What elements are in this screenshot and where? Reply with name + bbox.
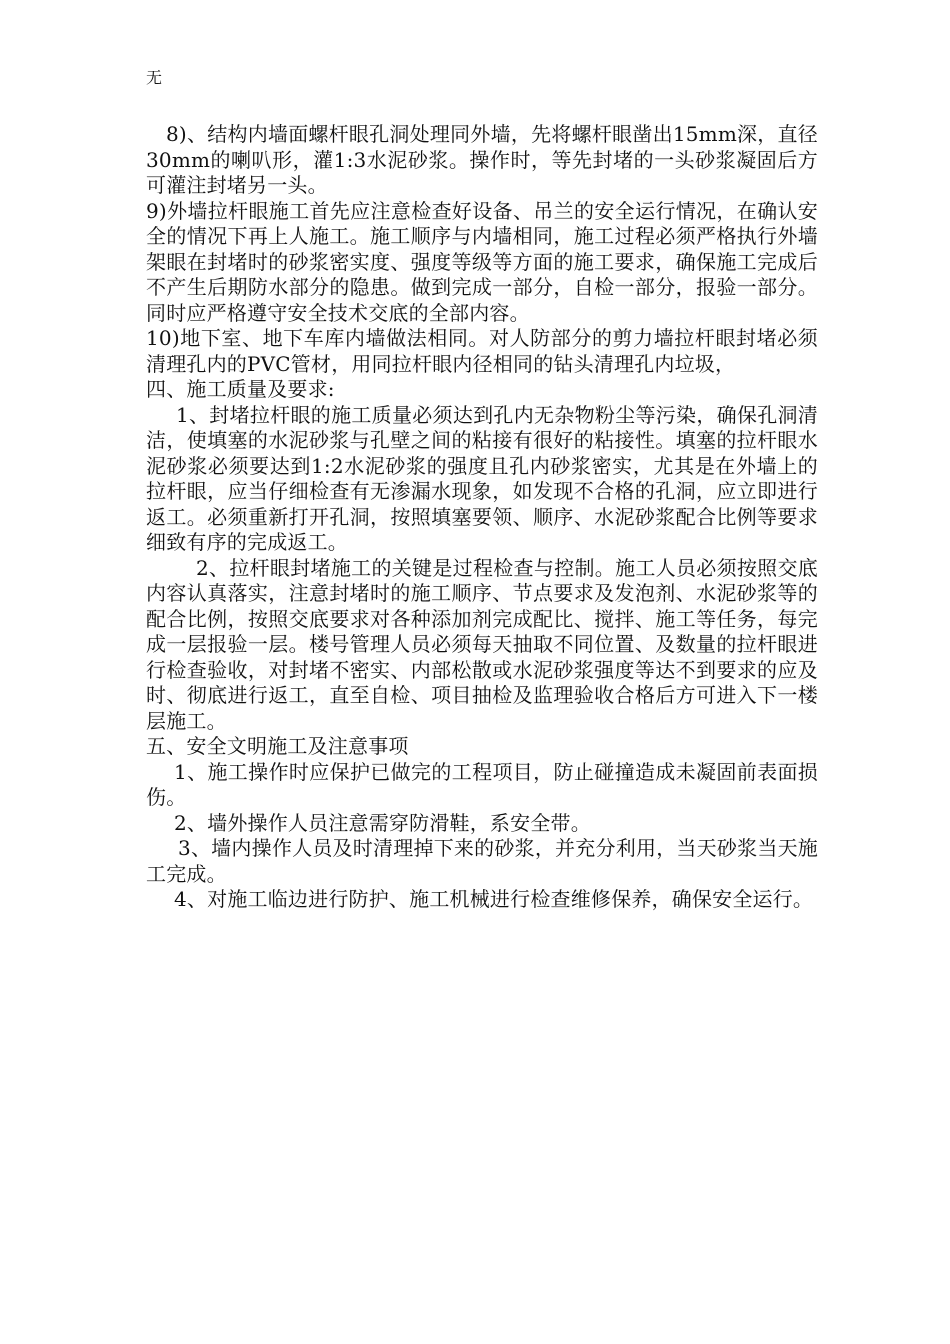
- safety-item-3: 3、墙内操作人员及时清理掉下来的砂浆，并充分利用，当天砂浆当天施工完成。: [146, 836, 818, 886]
- page-header-mark: 无: [146, 68, 163, 87]
- section-heading-quality: 四、施工质量及要求:: [146, 377, 335, 401]
- safety-item-1: 1、施工操作时应保护已做完的工程项目，防止碰撞造成未凝固前表面损伤。: [146, 759, 818, 809]
- safety-item-2: 2、墙外操作人员注意需穿防滑鞋，系安全带。: [174, 810, 591, 835]
- document-body: [146, 122, 818, 913]
- quality-requirement-2: 2、拉杆眼封堵施工的关键是过程检查与控制。施工人员必须按照交底内容认真落实，注意封堵时的施工顺序、节点要求及发泡剂、水泥砂浆等的配合比例，按照交底要求对各种添加剂完成配比、搅拌、施工等任务，每完成一层报验一层。楼号管理人员必须每天抽取不同位置、及数量的拉杆眼进行检查验收，对封堵不密实、内部松散或水泥砂浆强度等达不到要求的应及时、彻底进行返工，直至自检、项目抽检及监理验收合格后方可进入下一楼层施工。: [146, 555, 818, 733]
- paragraph-item-9: 9)外墙拉杆眼施工首先应注意检查好设备、吊兰的安全运行情况，在确认安全的情况下再上人施工。施工顺序与内墙相同，施工过程必须严格执行外墙架眼在封堵时的砂浆密实度、强度等级等方面的施工要求，确保施工完成后不产生后期防水部分的隐患。做到完成一部分，自检一部分，报验一部分。同时应严格遵守安全技术交底的全部内容。: [146, 198, 818, 325]
- section-heading-safety: 五、安全文明施工及注意事项: [146, 734, 409, 758]
- paragraph-item-8: 8)、结构内墙面螺杆眼孔洞处理同外墙，先将螺杆眼凿出15mm深，直径30mm的喇叭形，灌1:3水泥砂浆。操作时，等先封堵的一头砂浆凝固后方可灌注封堵另一头。: [146, 122, 818, 197]
- paragraph-item-10: 10)地下室、地下车库内墙做法相同。对人防部分的剪力墙拉杆眼封堵必须清理孔内的PVC管材，用同拉杆眼内径相同的钻头清理孔内垃圾，: [146, 326, 818, 376]
- safety-item-4: 4、对施工临边进行防护、施工机械进行检查维修保养，确保安全运行。: [174, 887, 814, 911]
- quality-requirement-1: 1、封堵拉杆眼的施工质量必须达到孔内无杂物粉尘等污染，确保孔洞清洁，使填塞的水泥砂浆与孔壁之间的粘接有很好的粘接性。填塞的拉杆眼水泥砂浆必须要达到1:2水泥砂浆的强度且孔内砂浆密实，尤其是在外墙上的拉杆眼，应当仔细检查有无渗漏水现象，如发现不合格的孔洞，应立即进行返工。必须重新打开孔洞，按照填塞要领、顺序、水泥砂浆配合比例等要求细致有序的完成返工。: [146, 402, 818, 554]
